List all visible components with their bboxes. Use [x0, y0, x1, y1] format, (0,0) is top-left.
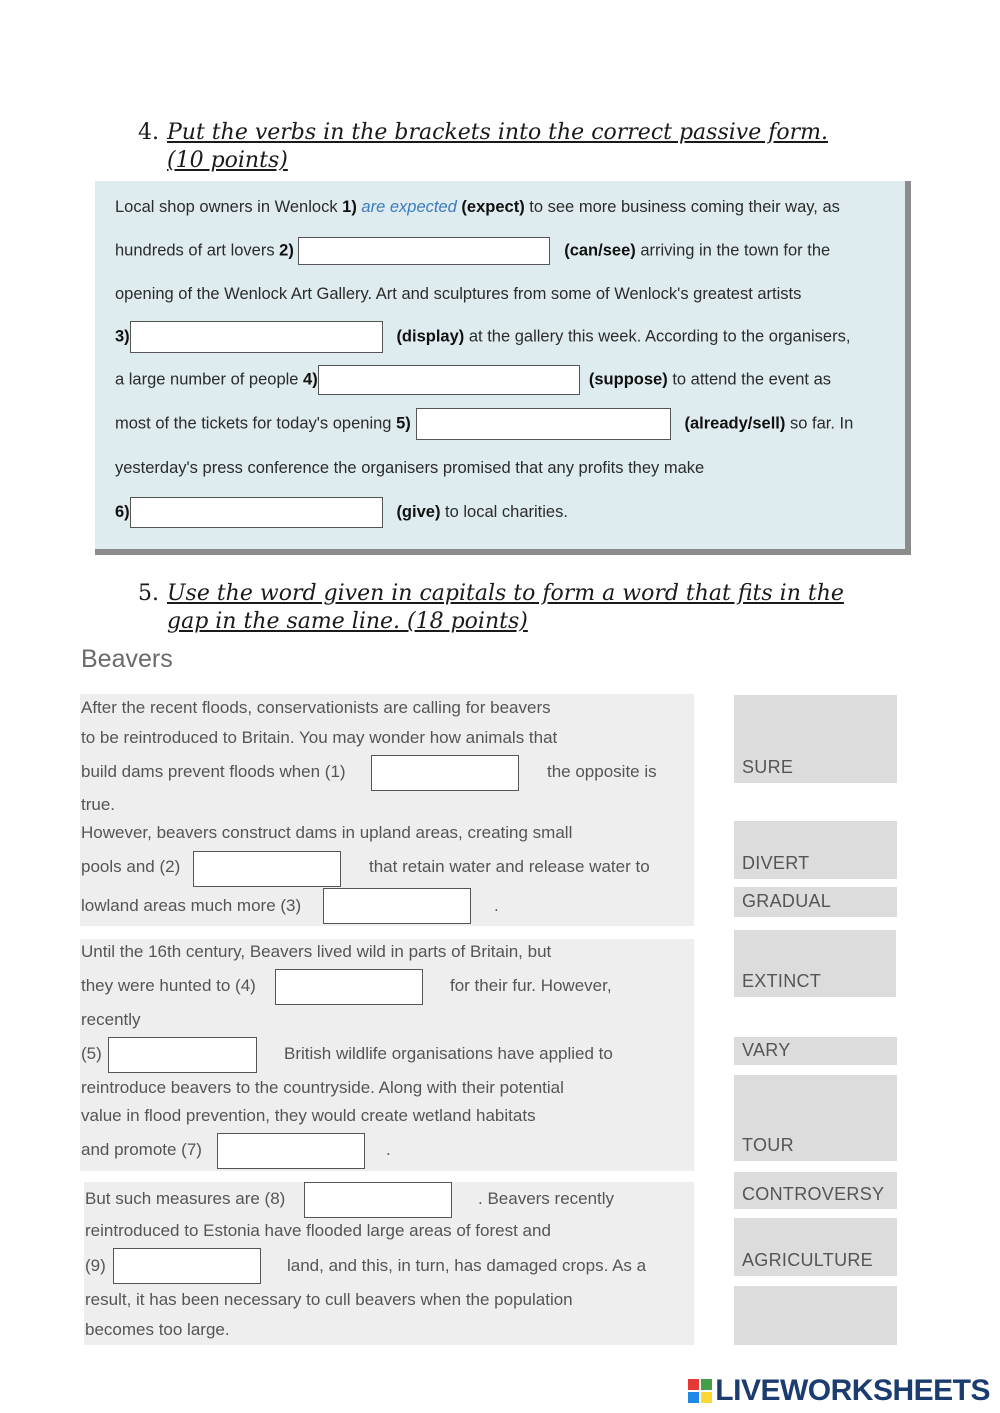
- ex5-answer-input-8[interactable]: [304, 1182, 452, 1218]
- p2-line: Until the 16th century, Beavers lived wild in parts of Britain, but: [81, 942, 552, 961]
- p3-line: land, and this, in turn, has damaged crops. As a: [287, 1256, 647, 1275]
- exercise-5-heading-line2: [167, 608, 528, 636]
- ex4-text: opening of the Wenlock Art Gallery. Art and sculptures from some of Wenlock's greatest artists: [115, 285, 802, 303]
- p2-line: they were hunted to (4): [81, 976, 256, 995]
- ex4-item-number: 2): [279, 241, 294, 260]
- p3-line: . Beavers recently: [478, 1189, 615, 1208]
- p1-line: build dams prevent floods when (1): [81, 762, 346, 781]
- ex4-verb-hint: (suppose): [588, 370, 668, 389]
- ex4-text: most of the tickets for today's opening: [115, 414, 397, 433]
- ex4-text: to attend the event as: [667, 370, 832, 389]
- p1-line: the opposite is: [547, 762, 657, 781]
- ex4-answer-input-6[interactable]: [130, 497, 383, 528]
- ex4-answer-input-4[interactable]: [318, 365, 580, 395]
- ex5-answer-input-2[interactable]: [193, 851, 341, 887]
- ex4-text: Local shop owners in Wenlock: [115, 198, 343, 216]
- p3-line: becomes too large.: [85, 1320, 230, 1339]
- word-box-empty: [734, 1286, 897, 1345]
- ex4-line-4: [115, 321, 850, 353]
- ex5-answer-input-9[interactable]: [113, 1248, 261, 1284]
- word-sure: SURE: [742, 757, 794, 777]
- p2-line: .: [386, 1140, 391, 1159]
- ex4-answer-input-2[interactable]: [298, 237, 550, 265]
- liveworksheets-logo[interactable]: [687, 1374, 990, 1408]
- ex4-item-number: 5): [396, 414, 411, 433]
- ex4-line-3: [115, 285, 801, 304]
- ex5-answer-input-4[interactable]: [275, 969, 423, 1005]
- ex4-text: a large number of people: [115, 370, 304, 389]
- ex5-answer-input-1[interactable]: [371, 755, 519, 791]
- exercise-5-instruction-line2: gap in the same line. (18 points): [167, 609, 528, 634]
- ex4-item-number: 1): [342, 198, 357, 216]
- ex4-verb-hint: (expect): [461, 198, 525, 216]
- ex4-text: hundreds of art lovers: [115, 241, 280, 260]
- p3-line: (9): [85, 1256, 106, 1275]
- ex4-line-7: [115, 459, 704, 478]
- p3-line: result, it has been necessary to cull beavers when the population: [85, 1290, 573, 1309]
- ex4-line-2: [115, 237, 830, 265]
- ex4-text: to local charities.: [440, 502, 568, 521]
- ex4-item-number: 4): [303, 370, 318, 389]
- word-gradual: GRADUAL: [742, 891, 832, 911]
- p1-line: .: [494, 896, 499, 915]
- exercise-4-heading: [138, 119, 828, 147]
- word-extinct: EXTINCT: [742, 971, 822, 991]
- exercise-5-number: 5.: [138, 581, 159, 606]
- ex4-line-8: [115, 497, 568, 528]
- liveworksheets-logo-icon: [687, 1378, 713, 1404]
- p1-line: pools and (2): [81, 857, 181, 876]
- p1-line: to be reintroduced to Britain. You may wonder how animals that: [81, 728, 558, 747]
- p2-line: (5): [81, 1044, 102, 1063]
- ex4-line-1: [115, 198, 840, 217]
- word-agriculture: AGRICULTURE: [742, 1250, 873, 1270]
- ex4-answer-input-3[interactable]: [130, 321, 383, 353]
- p2-line: value in flood prevention, they would create wetland habitats: [81, 1106, 536, 1125]
- ex4-line-5: [115, 365, 831, 395]
- p2-line: reintroduce beavers to the countryside. Along with their potential: [81, 1078, 564, 1097]
- p1-line: However, beavers construct dams in upland areas, creating small: [81, 823, 573, 842]
- ex4-example-answer: are expected: [361, 198, 457, 216]
- exercise-4-instruction-line1: Put the verbs in the brackets into the correct passive form.: [167, 120, 828, 145]
- ex4-text: arriving in the town for the: [635, 241, 831, 260]
- word-vary: VARY: [742, 1040, 791, 1060]
- p3-line: But such measures are (8): [85, 1189, 286, 1208]
- exercise-4-instruction-line2: (10 points): [167, 148, 288, 173]
- ex4-item-number: 6): [115, 502, 130, 521]
- p3-line: reintroduced to Estonia have flooded large areas of forest and: [85, 1221, 551, 1240]
- p2-line: recently: [81, 1010, 141, 1029]
- p2-line: and promote (7): [81, 1140, 202, 1159]
- p1-line: that retain water and release water to: [369, 857, 650, 876]
- ex4-verb-hint: (can/see): [564, 241, 636, 260]
- p1-line: After the recent floods, conservationists are calling for beavers: [81, 698, 551, 717]
- ex4-answer-input-5[interactable]: [416, 408, 671, 440]
- ex4-line-6: [115, 408, 853, 440]
- text-title: Beavers: [81, 645, 173, 673]
- exercise-4-number: 4.: [138, 120, 159, 145]
- word-controversy: CONTROVERSY: [742, 1184, 885, 1204]
- ex4-verb-hint: (already/sell): [684, 414, 786, 433]
- word-divert: DIVERT: [742, 853, 810, 873]
- ex4-verb-hint: (give): [396, 502, 441, 521]
- ex5-answer-input-5[interactable]: [108, 1037, 257, 1073]
- ex5-answer-input-3[interactable]: [323, 888, 471, 924]
- ex4-text: yesterday's press conference the organisers promised that any profits they make: [115, 459, 705, 477]
- liveworksheets-logo-text: LIVEWORKSHEETS: [715, 1374, 990, 1407]
- ex4-item-number: 3): [115, 327, 130, 346]
- ex4-text: at the gallery this week. According to the organisers,: [464, 327, 851, 346]
- p1-line: lowland areas much more (3): [81, 896, 302, 915]
- ex4-text: to see more business coming their way, as: [524, 198, 840, 216]
- ex4-text: so far. In: [785, 414, 854, 433]
- exercise-4-heading-line2: [167, 147, 288, 175]
- p2-line: British wildlife organisations have applied to: [284, 1044, 613, 1063]
- exercise-5-heading: [138, 580, 844, 608]
- exercise-5-instruction-line1: Use the word given in capitals to form a word that fits in the: [167, 581, 844, 606]
- word-tour: TOUR: [742, 1135, 794, 1155]
- ex4-verb-hint: (display): [396, 327, 465, 346]
- p1-line: true.: [81, 795, 116, 814]
- ex5-answer-input-7[interactable]: [217, 1133, 365, 1169]
- p2-line: for their fur. However,: [450, 976, 612, 995]
